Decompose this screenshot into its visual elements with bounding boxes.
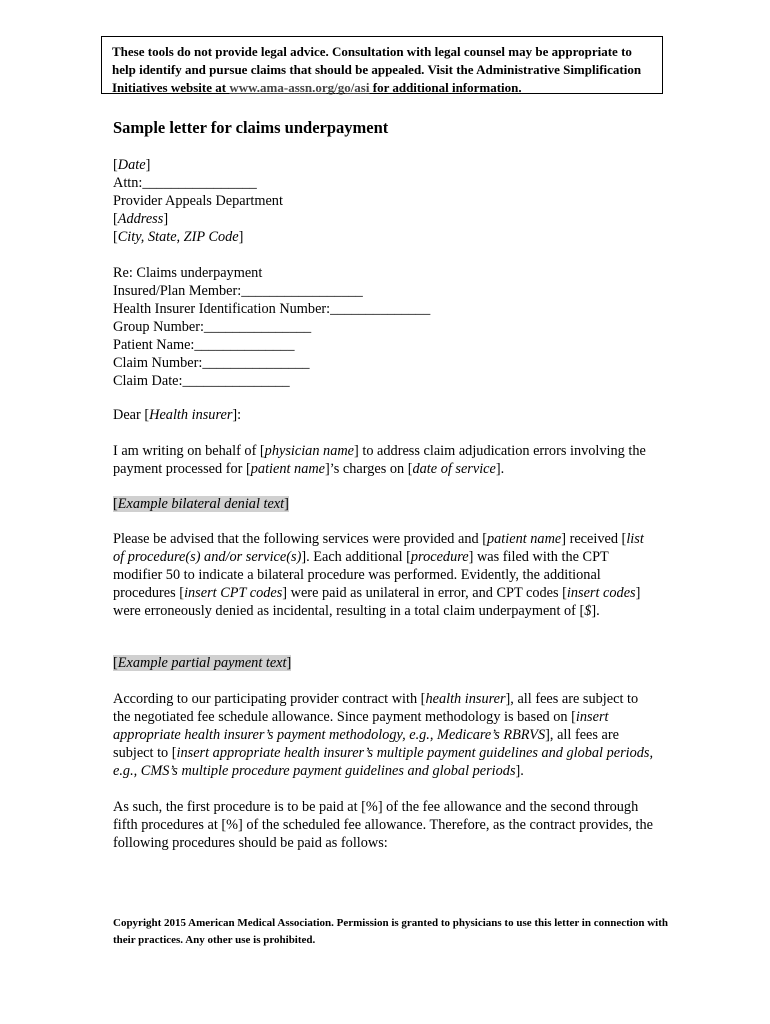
recipient-address [113,156,658,246]
bilateral-heading: [Example bilateral denial text] [113,496,289,512]
address-line: [Address] [113,211,169,227]
as-such-paragraph: As such, the first procedure is to be paid at [%] of the fee allowance and the second through fifth procedures at [%] of the scheduled fee allowance. Therefore, as the contract provides, the following procedures should be paid as follows: [113,799,653,851]
intro-paragraph: I am writing on behalf of [physician name] to address claim adjudication errors involving the payment processed for [patient name]’s charges on [date of service]. [113,443,646,477]
claim-number-line: Claim Number:_______________ [113,355,310,371]
notice-text: These tools do not provide legal advice. Consultation with legal counsel may be appropriate to help identify and pursue claims that should be appealed. Visit the Administrative Simplification Initiatives website at [112,44,642,95]
asi-website-link[interactable]: www.ama-assn.org/go/asi [229,80,370,95]
notice-text-end: for additional information. [369,80,522,95]
partial-paragraph: According to our participating provider contract with [health insurer], all fees are subject to the negotiated fee schedule allowance. Since payment methodology is based on [insert appropriate health insurer’s payment methodology, e.g., Medicare’s RBRVS], all fees are subject to [insert appropriate health insurer’s multiple payment guidelines and global periods, e.g., CMS’s multiple procedure payment guidelines and global periods]. [113,691,654,779]
city-line: [City, State, ZIP Code] [113,229,244,245]
date-line: [Date] [113,157,151,173]
re-line: Re: Claims underpayment [113,265,263,281]
department-line: Provider Appeals Department [113,193,283,209]
legal-notice-box [101,36,663,94]
claim-date-line: Claim Date:_______________ [113,373,290,389]
insurer-id-line: Health Insurer Identification Number:______________ [113,301,431,317]
reference-block [113,264,658,390]
bilateral-paragraph: Please be advised that the following services were provided and [patient name] received [list of procedure(s) and/or service(s)]. Each additional [procedure] was filed with the CPT modifier 50 to indicate a bilateral procedure was performed. Evidently, the additional procedures [insert CPT codes] were paid as unilateral in error, and CPT codes [insert codes] were erroneously denied as incidental, resulting in a total claim underpayment of [$]. [113,531,644,619]
copyright-footer: Copyright 2015 American Medical Association. Permission is granted to physicians to use this letter in connection with their practices. Any other use is prohibited. [113,917,668,946]
salutation: Dear [Health insurer]: [113,407,242,423]
letter-title: Sample letter for claims underpayment [113,118,389,137]
partial-heading: [Example partial payment text] [113,655,292,671]
group-line: Group Number:_______________ [113,319,312,335]
member-line: Insured/Plan Member:_________________ [113,283,363,299]
attn-line: Attn:________________ [113,175,257,191]
patient-line: Patient Name:______________ [113,337,295,353]
